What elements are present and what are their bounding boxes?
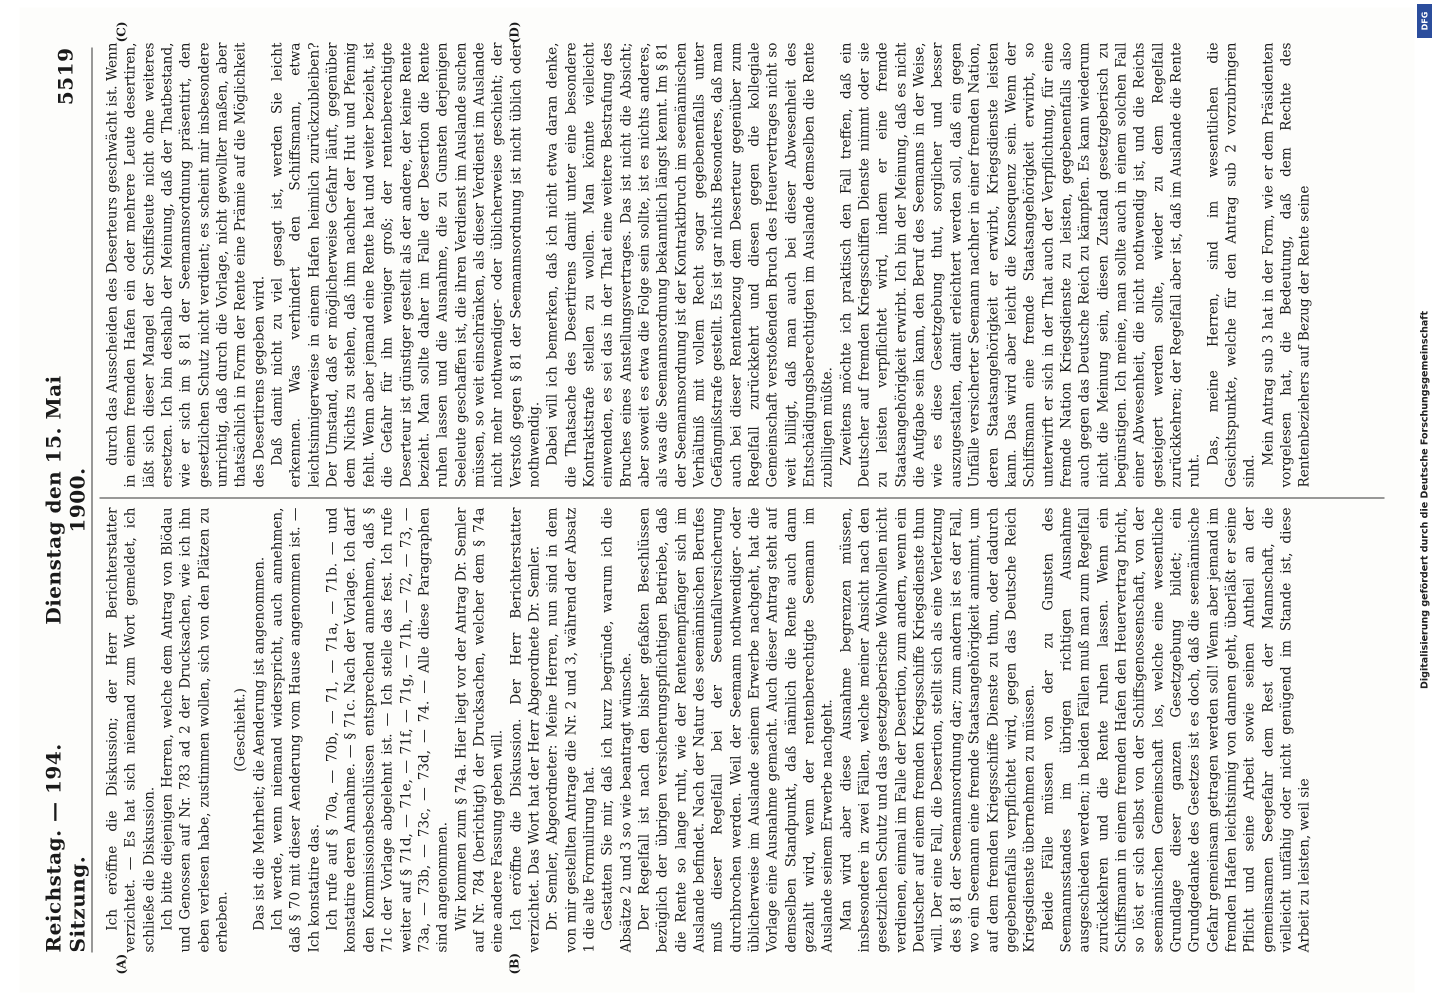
credit-text: Digitalisierung gefördert durch die Deutsche Forschungsgemeinschaft xyxy=(1419,311,1431,689)
header-date: Dienstag den 15. Mai 1900. xyxy=(41,375,90,625)
page-header xyxy=(41,47,90,953)
paragraph: Ich bitte diejenigen Herren, welche dem Antrag von Blödau und Genossen auf Nr. 783 ad 2 der Drucksachen, wie ich ihn eben verlesen habe, zustimmen wollen, sich von den Plätzen zu erheben. xyxy=(159,507,231,953)
left-text-column xyxy=(104,508,1395,953)
rotated-document-page xyxy=(20,8,1415,993)
paragraph: Dr. Semler, Abgeordneter: Meine Herren, nun sind in dem von mir gestellten Antrage die Nr. 2 und 3, während der Absatz 1 die alte Formulirung hat. xyxy=(544,507,598,953)
paragraph: Gestatten Sie mir, daß ich kurz begründe, warum ich die Absätze 2 und 3 so wie beantragt wünsche. xyxy=(599,507,635,953)
paragraph: Das, meine Herren, sind im wesentlichen die Gesichtspunkte, welche für den Antrag sub 2 vorzubringen sind. xyxy=(1205,42,1258,488)
paragraph: durch das Ausscheiden des Deserteurs geschwächt ist. Wenn in einem fremden Hafen ein oder mehrere Leute desertiren, läßt sich dieser Mangel der Schiffsleute nicht ohne weiteres ersetzen. Ich bin deshalb der Meinung, daß der Thatbestand, wie er sich im § 81 der Seemannsordnung präsentirt, den gesetzlichen Schutz nicht verdient; es scheint mir insbesondere unrichtig, daß durch die Vorlage, nicht gewollter maßen, aber thatsächlich in Form der Rente eine Prämie auf die Möglichkeit des Desertirens gegeben wird. xyxy=(104,42,268,488)
paragraph: Wir kommen zum § 74a. Hier liegt vor der Antrag Dr. Semler auf Nr. 784 (berichtigt) der Drucksachen, welcher dem § 74a eine andere Fassung geben will. xyxy=(453,507,506,953)
paragraph: Man wird aber diese Ausnahme begrenzen müssen, insbesondere in zwei Fällen, welche meiner Ansicht nach den gesetzlichen Schutz und das gesetzgeberische Wohlwollen nicht verdienen, einmal im Falle der Desertion, zum andern, wenn ein Deutscher auf einem fremden Kriegsschiffe Kriegsdienste thun will. Der eine Fall, die Desertion, stellt sich als eine Verletzung des § 81 der Seemannsordnung dar; zum andern ist es der Fall, wo ein Seemann eine fremde Staatsangehörigkeit annimmt, um auf dem fremden Kriegsschiffe Dienste zu thun, oder dadurch gegebenenfalls verpflichtet wird, gegen das Deutsche Reich Kriegsdienste übernehmen zu müssen. xyxy=(838,507,1038,953)
column-divider xyxy=(100,498,1385,499)
paragraph: Zweitens möchte ich praktisch den Fall treffen, daß ein Deutscher auf fremden Kriegsschiffen Dienste nimmt oder sie zu leisten verpflichtet wird, indem er eine fremde Staatsangehörigkeit erwirbt. Ich bin der Meinung, daß es nicht die Aufgabe sein kann, den Beruf des Seemanns in der Weise, wie es diese Gesetzgebung thut, sorglicher und besser auszugestalten, damit erleichtert werden soll, daß ein gegen Unfälle versicherter Seemann nachher in einer fremden Nation, deren Staatsangehörigkeit er erwirbt, Kriegsdienste leisten kann. Das wird aber leicht die Konsequenz sein. Wenn der Schiffsmann eine fremde Staatsangehörigkeit erwirbt, so unterwirft er sich in der That auch der Verpflichtung, für eine fremde Nation Kriegsdienste zu leisten, gegebenenfalls also auch gegen das Deutsche Reich zu kämpfen. Es kann wiederum nicht die Meinung sein, diesen Zustand gesetzgeberisch zu begünstigen. Ich meine, man sollte auch in einem solchen Fall einer Abwesenheit, die nicht nothwendig ist, und die Reichs gesteigert werden sollte, wieder zu dem Regelfall zurückkehren; der Regelfall aber ist, daß im Auslande die Rente ruht. xyxy=(838,42,1203,488)
paragraph: Beide Fälle müssen von der zu Gunsten des Seemannsstandes im übrigen richtigen Ausnahme ausgeschieden werden; in beiden Fällen muß man zum Regelfall zurückkehren und die Rente ruhen lassen. Wenn ein Schiffsmann in einem fremden Hafen den Heuervertrag bricht, so löst er sich selbst von der Schiffsgenossenschaft, von der seemännischen Gemeinschaft los, welche eine wesentliche Grundlage dieser ganzen Gesetzgebung bildet; ein Grundgedanke des Gesetzes ist es doch, daß die seemännische Gefahr gemeinsam getragen werden soll! Wenn aber jemand im fremden Hafen leichtsinnig von dannen geht, überläßt er seine Pflicht und seine Arbeit sowie seinen Antheil an der gemeinsamen Seegefahr dem Rest der Mannschaft, die vielleicht unfähig oder nicht genügend im Stande ist, diese Arbeit zu leisten, weil sie xyxy=(1040,507,1313,953)
margin-mark-b: (B) xyxy=(507,953,522,975)
paragraph: Ich eröffne die Diskussion; der Herr Berichterstatter verzichtet. — Es hat sich niemand zum Wort gemeldet, ich schließe die Diskussion. xyxy=(104,507,158,953)
digitization-credit xyxy=(1416,6,1434,994)
paragraph: Das ist die Mehrheit; die Aenderung ist angenommen. xyxy=(251,556,268,931)
page-number: 5519 xyxy=(53,47,78,106)
header-session-title: Reichstag. — 194. Sitzung. xyxy=(41,743,90,953)
paragraph: Dabei will ich bemerken, daß ich nicht etwa daran denke, die Thatsache des Desertirens damit unter eine besondere Kontraktstrafe stellen zu wollen. Man könnte vielleicht einwenden, es sei das in der That eine weitere Bestrafung des Bruches eines Anstellungsvertrages. Das ist nicht die Absicht; aber soweit es etwa die Folge sein sollte, ist es nichts anderes, als was die Seemannsordnung bekanntlich längst kennt. Im § 81 der Seemannsordnung ist der Kontraktbruch im seemännischen Verhältniß mit vollem Recht sogar gegebenenfalls unter Gefängnißstrafe gestellt. Es ist gar nichts Besonderes, daß man auch bei dieser Rentenbezug dem Deserteur gegenüber zum Regelfall zurückkehrt und diesen gegen die kollegiale Gemeinschaft verstoßenden Bruch des Heuervertrages nicht so weit billigt, daß man auch bei dieser Abwesenheit des Entschädigungsberechtigten im Auslande demselben die Rente zubilligen müßte. xyxy=(544,42,836,488)
paragraph: Ich werde, wenn niemand widerspricht, auch annehmen, daß § 70 mit dieser Aenderung vom Hause angenommen ist. — Ich konstatire das. xyxy=(269,507,323,953)
margin-mark-d: (D) xyxy=(507,21,522,44)
right-text-column xyxy=(104,43,1395,488)
header-rule xyxy=(92,48,93,953)
paragraph: Ich eröffne die Diskussion. Der Herr Berichterstatter verzichtet. Das Wort hat der Herr Abgeordnete Dr. Semler. xyxy=(508,507,543,953)
dfg-logo xyxy=(1417,4,1432,38)
paragraph: Der Regelfall ist nach den bisher gefaßten Beschlüssen bezüglich der übrigen versicherungspflichtigen Betriebe, daß die Rente so lange ruht, wie der Rentenempfänger sich im Auslande befindet. Nach der Natur des seemännischen Berufes muß dieser Regelfall bei der Seeunfallversicherung durchbrochen werden. Weil der Seemann nothwendiger- oder üblicherweise im Auslande seinem Erwerbe nachgeht, hat die Vorlage eine Ausnahme gemacht. Auch dieser Antrag steht auf demselben Standpunkt, daß nämlich die Rente auch dann gezahlt wird, wenn der rentenberechtigte Seemann im Auslande seinem Erwerbe nachgeht. xyxy=(636,507,836,953)
paragraph: (Geschieht.) xyxy=(232,688,249,772)
paragraph: Ich rufe auf § 70a, — 70b, — 71, — 71a, — 71b. — und konstatire deren Annahme. — § 71c. Nach der Vorlage. Ich darf den Kommissionsbeschlüssen entsprechend annehmen, daß § 71c der Vorlage abgelehnt ist. — Ich stelle das fest. Ich rufe weiter auf § 71d, — 71e, — 71f, — 71g, — 71h, — 72, — 73, — 73a, — 73b, — 73c, — 73d, — 74. — Alle diese Paragraphen sind angenommen. xyxy=(324,507,451,953)
margin-mark-a: (A) xyxy=(114,953,129,975)
paragraph: Mein Antrag sub 3 hat in der Form, wie er dem Präsidenten vorgelesen hat, die Bedeutung, daß dem Rechte des Rentenbeziehers auf Bezug der Rente seine xyxy=(1260,42,1313,488)
dfg-logo-text: DFG xyxy=(1420,11,1429,31)
paragraph: Daß damit nicht zu viel gesagt ist, werden Sie leicht erkennen. Was verhindert den Schiffsmann, etwa leichtsinnigerweise in einem Hafen heimlich zurückzubleiben? Der Umstand, daß er möglicherweise Gefahr läuft, gegenüber dem Nichts zu stehen, daß ihm nachher der Hut und Pfennig fehlt. Wenn aber jemand eine Rente hat und weiter bezieht, ist die Gefahr für ihn weniger groß; der rentenberechtigte Deserteur ist günstiger gestellt als der andere, der keine Rente bezieht. Man sollte daher im Falle der Desertion die Rente ruhen lassen und die Ausnahme, die zu Gunsten derjenigen Seeleute geschaffen ist, die ihren Verdienst im Auslande suchen müssen, so weit einschränken, als dieser Verdienst im Auslande nicht mehr nothwendiger- oder üblicherweise geschieht; der Verstoß gegen § 81 der Seemannsordnung ist nicht üblich oder nothwendig. xyxy=(269,42,543,488)
margin-mark-c: (C) xyxy=(114,21,129,43)
